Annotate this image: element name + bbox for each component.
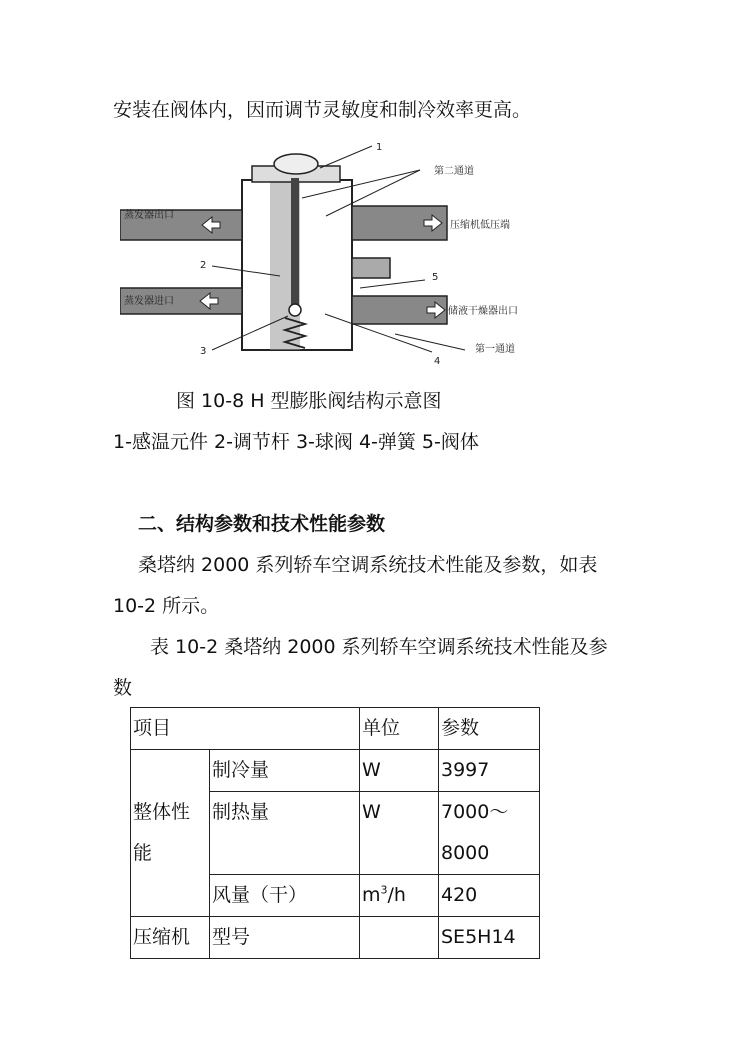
- section-title: 二、结构参数和技术性能参数: [138, 513, 386, 535]
- label-2: 2: [200, 260, 207, 271]
- label-receiver-outlet: 储液干燥器出口: [448, 306, 518, 317]
- label-channel1: 第一通道: [475, 344, 515, 355]
- table-row: [131, 750, 540, 792]
- table-row: [131, 917, 540, 959]
- body-paragraph-line2: 10-2 所示。: [113, 595, 220, 617]
- cell-cooling-value: 3997: [439, 750, 540, 792]
- header-unit: 单位: [360, 708, 439, 750]
- label-channel2: 第二通道: [434, 166, 474, 177]
- cell-model-name: 型号: [210, 917, 360, 959]
- cell-airflow-unit: $m^3/h$: [360, 875, 439, 917]
- cell-heating-unit: W: [360, 792, 439, 875]
- cell-airflow-name: 风量（干）: [210, 875, 360, 917]
- header-param: 参数: [439, 708, 540, 750]
- label-evaporator-outlet: 蒸发器出口: [124, 210, 174, 221]
- label-evaporator-inlet: 蒸发器进口: [124, 296, 174, 307]
- cell-heating-value: 7000～ 8000: [439, 792, 540, 875]
- label-3: 3: [200, 346, 207, 357]
- label-1: 1: [376, 142, 383, 153]
- group-compressor: 压缩机: [131, 917, 210, 959]
- cell-heating-name: 制热量: [210, 792, 360, 875]
- figure-caption: 图 10-8 H 型膨胀阀结构示意图: [176, 390, 442, 412]
- cell-cooling-unit: W: [360, 750, 439, 792]
- label-compressor-low-side: 压缩机低压端: [450, 220, 510, 231]
- spec-table: [130, 707, 540, 959]
- cell-model-unit: [360, 917, 439, 959]
- table-caption-line2: 数: [113, 677, 133, 699]
- label-4: 4: [434, 356, 441, 367]
- header-item: 项目: [131, 708, 360, 750]
- cell-airflow-value: 420: [439, 875, 540, 917]
- body-paragraph-line1: 桑塔纳 2000 系列轿车空调系统技术性能及参数，如表: [138, 554, 598, 576]
- group-overall-performance: 整体性 能: [131, 750, 210, 917]
- table-header-row: [131, 708, 540, 750]
- label-5: 5: [432, 272, 439, 283]
- cell-model-value: SE5H14: [439, 917, 540, 959]
- cell-cooling-name: 制冷量: [210, 750, 360, 792]
- table-caption-line1: 表 10-2 桑塔纳 2000 系列轿车空调系统技术性能及参: [150, 636, 608, 658]
- figure-legend: 1-感温元件 2-调节杆 3-球阀 4-弹簧 5-阀体: [113, 431, 479, 453]
- intro-paragraph: 安装在阀体内，因而调节灵敏度和制冷效率更高。: [113, 99, 532, 121]
- h-expansion-valve-diagram: [120, 138, 540, 374]
